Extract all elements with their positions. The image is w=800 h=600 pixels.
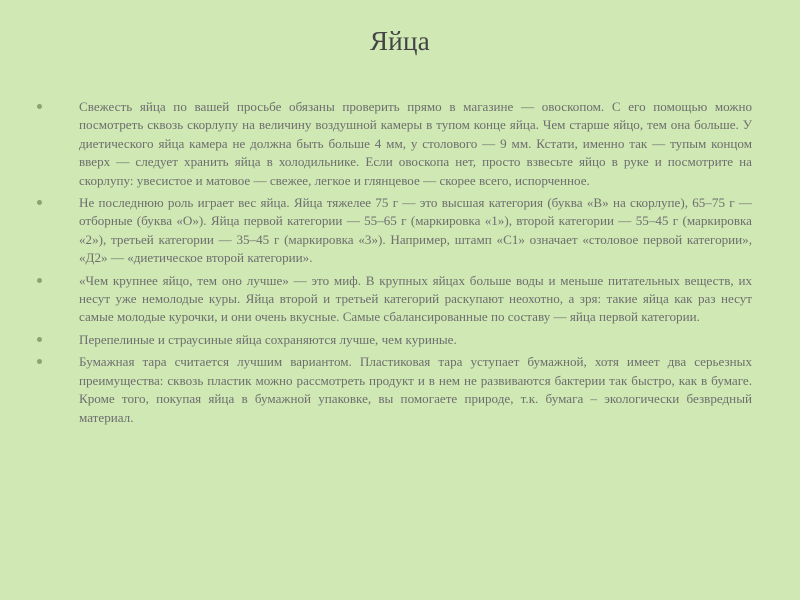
bullet-text: Свежесть яйца по вашей просьбе обязаны проверить прямо в магазине — овоскопом. С его помощью можно посмотреть сквозь скорлупу на величину воздушной камеры в тупом конце яйца. Чем старше яйцо, тем она больше. У диетического яйца камера не должна быть больше 4 мм, у столового — 9 мм. Кстати, именно так — тупым концом вверх — следует хранить яйца в холодильнике. Если овоскопа нет, просто взвесьте яйцо в руке и посмотрите на скорлупу: увесистое и матовое — свежее, легкое и глянцевое — скорее всего, испорченное. [79, 99, 752, 188]
bullet-dot-icon [37, 200, 42, 205]
bullet-item [79, 331, 752, 349]
bullet-text: Бумажная тара считается лучшим вариантом. Пластиковая тара уступает бумажной, хотя имеет два серьезных преимущества: сквозь пластик можно рассмотреть продукт и в нем не развиваются бактерии так быстро, как в бумаге. Кроме того, покупая яйца в бумажной упаковке, вы помогаете природе, т.к. бумага – экологически безвредный материал. [79, 354, 752, 425]
bullet-item [79, 194, 752, 268]
bullet-item [79, 353, 752, 427]
bullet-dot-icon [37, 104, 42, 109]
bullet-dot-icon [37, 359, 42, 364]
bullet-dot-icon [37, 278, 42, 283]
bullet-dot-icon [37, 337, 42, 342]
bullet-text: Не последнюю роль играет вес яйца. Яйца тяжелее 75 г — это высшая категория (буква «В» на скорлупе), 65–75 г — отборные (буква «О»). Яйца первой категории — 55–65 г (маркировка «1»), второй категории — 55–45 г (маркировка «2»), третьей категории — 35–45 г (маркировка «3»). Например, штамп «С1» означает «столовое первой категории», «Д2» — «диетическое второй категории». [79, 195, 752, 266]
bullet-list [0, 98, 800, 431]
bullet-item [79, 272, 752, 327]
bullet-text: «Чем крупнее яйцо, тем оно лучше» — это миф. В крупных яйцах больше воды и меньше питательных веществ, их несут уже немолодые куры. Яйца второй и третьей категорий раскупают неохотно, а зря: такие яйца как раз несут самые молодые курочки, и они очень вкусные. Самые сбалансированные по составу — яйца первой категории. [79, 272, 752, 325]
slide-title: Яйца [369, 26, 431, 56]
bullet-item [79, 98, 752, 190]
bullet-text: Перепелиные и страусиные яйца сохраняются лучше, чем куриные. [79, 331, 457, 347]
